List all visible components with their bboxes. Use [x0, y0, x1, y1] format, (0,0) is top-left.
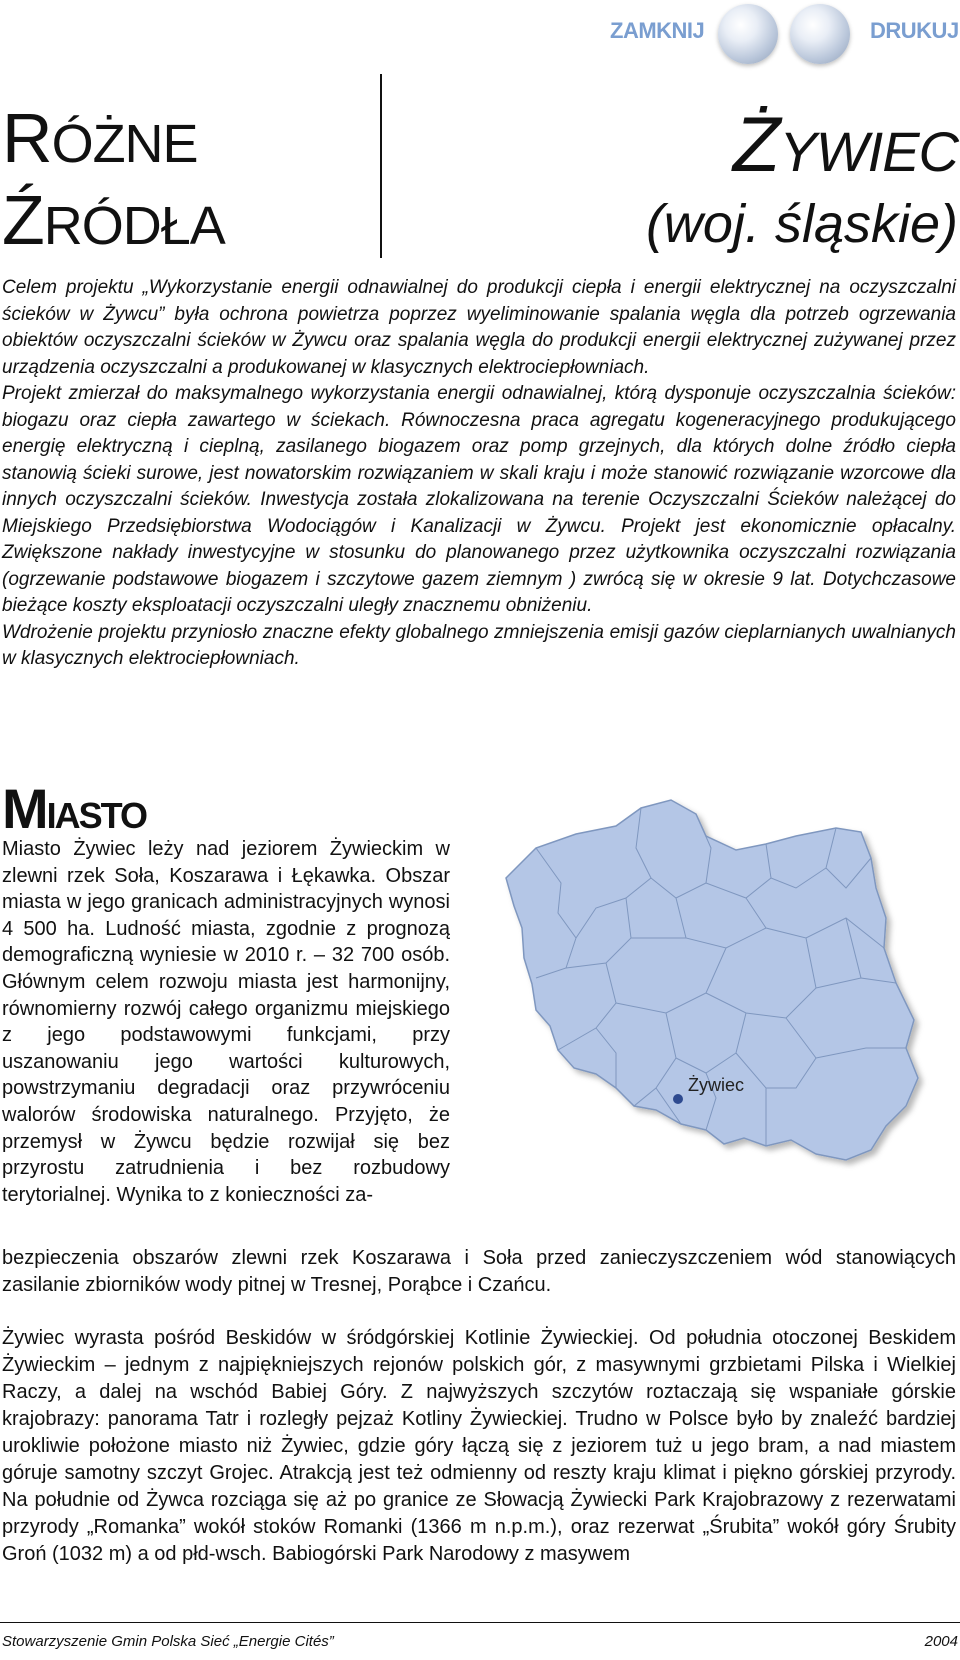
- province-name: (woj. śląskie): [645, 194, 958, 254]
- header-divider: [380, 74, 382, 258]
- poland-map-svg: [466, 788, 960, 1214]
- miasto-column-text: Miasto Żywiec leży nad jeziorem Żywieckim w zlewni rzek Soła, Koszarawa i Łękawka. Obszar miasta w jego granicach administracyjnych wynosi 4 500 ha. Ludność miasta, zgodnie z prognozą demograficzną wyniesie w 2010 r. – 32 700 osób. Głównym celem rozwoju miasta jest harmonijny, równomierny rozwój całego organizmu miejskiego z jego podstawowymi funkcjami, przy uszanowaniu jego wartości kulturowych, powstrzymaniu degradacji oraz przywróceniu walorów środowiska naturalnego. Przyjęto, że przemysł w Żywcu będzie rozwijał się bez przyrostu zatrudnienia i bez rozbudowy terytorialnej. Wynika to z konieczności za-: [2, 838, 450, 1206]
- intro-paragraph-2: Projekt zmierzał do maksymalnego wykorzystania energii odnawialnej, którą dysponuje oczyszczalnia ścieków: biogazu oraz ciepła zawartego w ściekach. Równoczesna praca agregatu kogeneracyjnego produkującego energię elektryczną i cieplną, zasilanego biogazem oraz pomp grzejnych, dla których dolne źródło ciepła stanowią ścieki surowe, jest nowatorskim rozwiązaniem w skali kraju i może stanowić rozwiązanie wzorcowe dla innych oczyszczalni ścieków. Inwestycja została zlokalizowana na terenie Oczyszczalni Ścieków należącej do Miejskiego Przedsiębiorstwa Wodociągów i Kanalizacji w Żywcu. Projekt jest ekonomicznie opłacalny. Zwiększone nakłady inwestycyjne w stosunku do planowanego przez użytkownika oczyszczalni rozwiązania (ogrzewanie podstawowe biogazem i szczytowe gazem ziemnym ) zwrócą się w okresie 9 lat. Dotychczasowe bieżące koszty eksploatacji oczyszczalni uległy znacznemu obniżeniu.: [2, 383, 956, 616]
- town-title: [645, 100, 958, 256]
- intro-paragraph-3: Wdrożenie projektu przyniosło znaczne efekty globalnego zmniejszenia emisji gazów cieplarnianych uwalnianych w klasycznych elektrociepłowniach.: [2, 621, 956, 669]
- intro-text: [2, 275, 956, 673]
- print-orb-icon[interactable]: [790, 4, 850, 64]
- footer-rule: [0, 1622, 960, 1623]
- footer-year: 2004: [924, 1633, 958, 1650]
- close-button[interactable]: ZAMKNIJ: [610, 18, 705, 43]
- close-orb-icon[interactable]: [718, 4, 778, 64]
- footer-publisher: Stowarzyszenie Gmin Polska Sieć „Energie Cités”: [2, 1633, 334, 1650]
- print-button[interactable]: DRUKUJ: [870, 18, 959, 43]
- town-name: ŻYWIEC: [732, 100, 958, 188]
- top-toolbar: [600, 0, 960, 80]
- section-title-line-2: ŹRÓDŁA: [2, 181, 225, 259]
- zywiec-marker: [673, 1094, 683, 1104]
- section-title-line-1: RÓŻNE: [2, 99, 198, 177]
- section-title: [2, 100, 225, 264]
- miasto-continued-text: [2, 1245, 956, 1568]
- intro-paragraph-1: Celem projektu „Wykorzystanie energii odnawialnej do produkcji ciepła i energii elektrycznej na oczyszczalni ścieków w Żywcu” była ochrona powietrza poprzez wyeliminowanie spalania węgla dla potrzeb ogrzewania obiektów oczyszczalni ścieków w Żywcu oraz spalania węgla do produkcji energii elektrycznej zużywanej przez urządzenia oczyszczalni a produkowanej w klasycznych elektrociepłowniach.: [2, 277, 956, 378]
- section-heading-miasto: MIASTO: [2, 777, 147, 840]
- poland-map: [466, 788, 960, 1214]
- zywiec-label: Żywiec: [688, 1075, 745, 1095]
- miasto-paragraph-2: Żywiec wyrasta pośród Beskidów w śródgórskiej Kotlinie Żywieckiej. Od południa otoczonej Beskidem Żywieckim – jednym z najpiękniejszych rejonów polskich gór, z masywnymi grzbietami Pilska i Wielkiej Raczy, a dalej na wschód Babiej Góry. Z najwyższych szczytów roztaczają się wspaniałe górskie krajobrazy: panorama Tatr i rozległy pejzaż Kotliny Żywieckiej. Trudno w Polsce było by znaleźć bardziej urokliwie położone miasto niż Żywiec, gdzie góry łączą się z jeziorem tuż u jego bram, a nad miastem góruje samotny szczyt Grojec. Atrakcją jest też odmienny od reszty kraju klimat i piękno górskiej przyrody. Na południe od Żywca rozciąga się aż po granice ze Słowacją Żywiecki Park Krajobrazowy z rezerwatami przyrody „Romanka” wokół stoków Romanki (1366 m n.p.m.), oraz rezerwat „Śrubita” wokół góry Śrubity Groń (1032 m) a od płd-wsch. Babiogórski Park Narodowy z masywem: [2, 1327, 956, 1565]
- miasto-continued-paragraph: bezpieczenia obszarów zlewni rzek Koszarawa i Soła przed zanieczyszczeniem wód stanowiących zasilanie zbiorników wody pitnej w Tresnej, Porąbce i Czańcu.: [2, 1247, 956, 1296]
